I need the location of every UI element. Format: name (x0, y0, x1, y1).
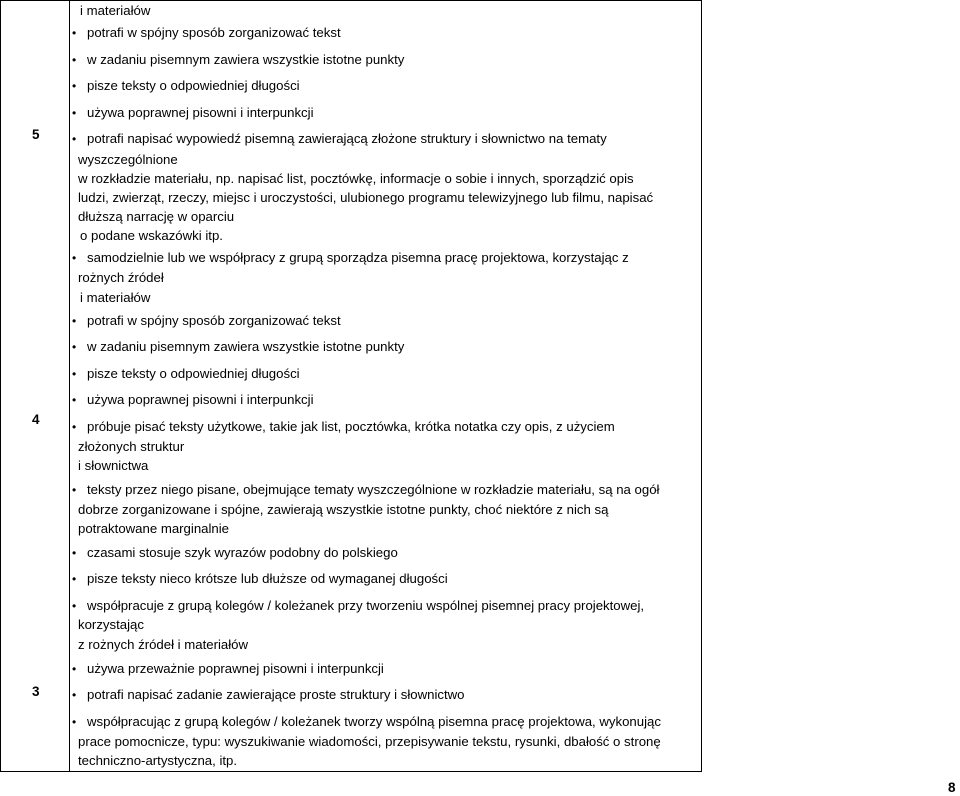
criterion-line: pisze teksty o odpowiedniej długości (87, 366, 300, 381)
criterion-line: potrafi napisać zadanie zawierające proste struktury i słownictwo (87, 687, 465, 702)
criterion-line: współpracuje z grupą kolegów / koleżanek przy tworzeniu wspólnej pisemnej pracy projektowej, (87, 598, 645, 613)
criterion-line: ludzi, zwierząt, rzeczy, miejsc i uroczystości, ulubionego programu telewizyjnego lub filmu, napisać (78, 190, 654, 205)
criterion-line: w zadaniu pisemnym zawiera wszystkie istotne punkty (87, 339, 405, 354)
grade-label-3: 3 (32, 684, 40, 699)
bullet: • (72, 79, 77, 93)
bullet: • (72, 688, 77, 702)
criterion-line: potrafi w spójny sposób zorganizować tekst (87, 313, 341, 328)
criterion-line: złożonych struktur (78, 439, 185, 454)
bullet: • (72, 599, 77, 613)
criterion-line: w zadaniu pisemnym zawiera wszystkie istotne punkty (87, 52, 405, 67)
bullet: • (72, 572, 77, 586)
bullet: • (72, 106, 77, 120)
criterion-line: techniczno-artystyczna, itp. (78, 753, 238, 768)
criterion-line: o podane wskazówki itp. (80, 228, 223, 243)
bullet: • (72, 715, 77, 729)
criterion-line: potrafi w spójny sposób zorganizować tekst (87, 25, 341, 40)
table-right-border (701, 0, 702, 772)
bullet: • (72, 251, 77, 265)
criterion-line: wyszczególnione (78, 152, 178, 167)
criterion-line: współpracując z grupą kolegów / koleżanek tworzy wspólną pisemna pracę projektowa, wykonując (87, 714, 661, 729)
grade-label-4: 4 (32, 412, 40, 427)
criterion-line: w rozkładzie materiału, np. napisać list, pocztówkę, informacje o sobie i innych, sporządzić opis (78, 171, 634, 186)
criterion-line: teksty przez niego pisane, obejmujące tematy wyszczególnione w rozkładzie materiału, są na ogół (87, 482, 660, 497)
grade-label-5: 5 (32, 127, 40, 142)
criterion-line: pisze teksty o odpowiedniej długości (87, 78, 300, 93)
criterion-line: prace pomocnicze, typu: wyszukiwanie wiadomości, przepisywanie tekstu, rysunki, dbałość o stronę (78, 734, 661, 749)
criterion-line: pisze teksty nieco krótsze lub dłuższe od wymaganej długości (87, 571, 448, 586)
criterion-line: potrafi napisać wypowiedź pisemną zawierającą złożone struktury i słownictwo na tematy (87, 131, 607, 146)
criterion-line: dobrze zorganizowane i spójne, zawierają wszystkie istotne punkty, choć niektóre z nich są (78, 502, 609, 517)
table-top-border (0, 0, 702, 1)
bullet: • (72, 53, 77, 67)
bullet: • (72, 26, 77, 40)
bullet: • (72, 420, 77, 434)
bullet: • (72, 132, 77, 146)
criterion-line: czasami stosuje szyk wyrazów podobny do polskiego (87, 545, 398, 560)
criterion-line: używa przeważnie poprawnej pisowni i interpunkcji (87, 661, 384, 676)
criterion-line: potraktowane marginalnie (78, 521, 230, 536)
criterion-line: dłuższą narrację w oparciu (78, 209, 235, 224)
criterion-line: używa poprawnej pisowni i interpunkcji (87, 105, 314, 120)
bullet: • (72, 546, 77, 560)
table-bottom-border (0, 771, 702, 772)
column-divider (69, 0, 70, 772)
criterion-line: samodzielnie lub we współpracy z grupą sporządza pisemna pracę projektowa, korzystając z (87, 250, 629, 265)
criterion-line: próbuje pisać teksty użytkowe, takie jak list, pocztówka, krótka notatka czy opis, z użyciem (87, 419, 615, 434)
bullet: • (72, 340, 77, 354)
criterion-line: z rożnych źródeł i materiałów (78, 637, 249, 652)
bullet: • (72, 393, 77, 407)
criterion-line: rożnych źródeł (78, 270, 164, 285)
table-left-border (0, 0, 1, 772)
criterion-line: i słownictwa (78, 458, 149, 473)
criterion-line: korzystając (78, 617, 144, 632)
page-number: 8 (948, 780, 956, 795)
bullet: • (72, 314, 77, 328)
bullet: • (72, 367, 77, 381)
criterion-line: używa poprawnej pisowni i interpunkcji (87, 392, 314, 407)
bullet: • (72, 662, 77, 676)
criterion-line: i materiałów (80, 290, 151, 305)
criterion-line: i materiałów (80, 3, 151, 18)
bullet: • (72, 483, 77, 497)
